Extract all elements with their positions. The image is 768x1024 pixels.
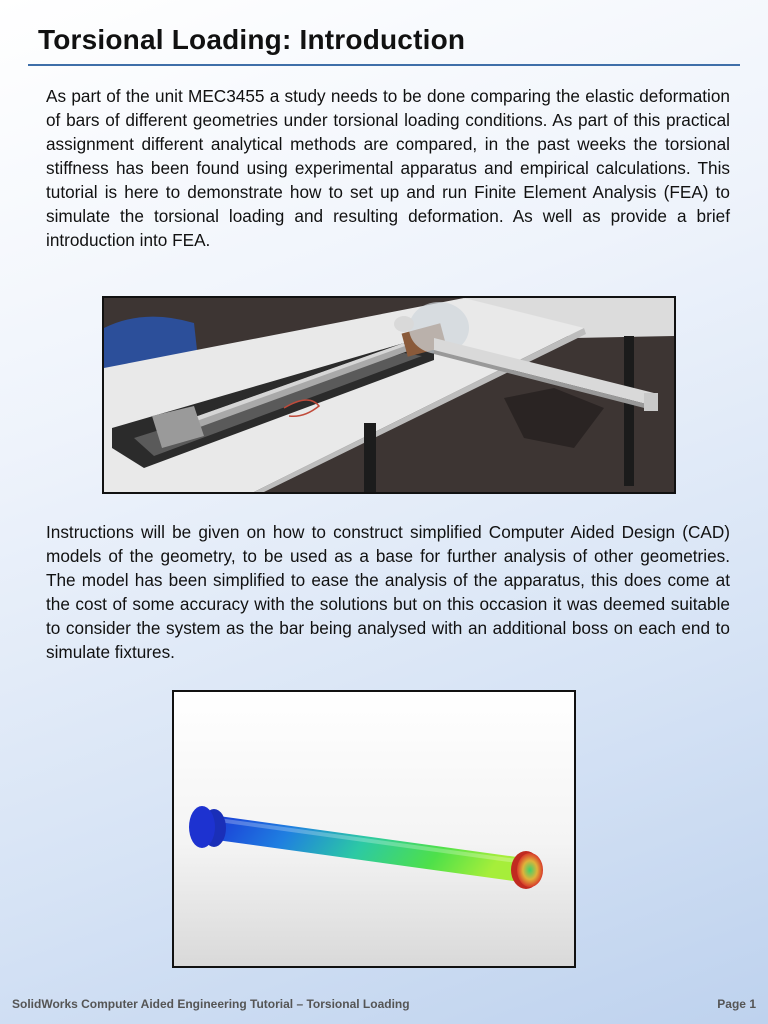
footer-document-title: SolidWorks Computer Aided Engineering Tutorial – Torsional Loading: [12, 997, 410, 1011]
title-underline: [28, 64, 740, 66]
cad-model-image: [172, 690, 576, 968]
fea-bar-illustration: [174, 692, 574, 966]
instructions-paragraph: Instructions will be given on how to construct simplified Computer Aided Design (CAD) models of the geometry, to be used as a base for further analysis of other geometries. The model has been simplified to ease the analysis of the apparatus, this does come at the cost of some accuracy with the solutions but on this occasion it was deemed suitable to consider the system as the bar being analysed with an additional boss on each end to simulate fixtures.: [46, 522, 730, 662]
footer-page-number: Page 1: [717, 997, 756, 1011]
intro-paragraph: As part of the unit MEC3455 a study needs to be done comparing the elastic deformation of bars of different geometries under torsional loading conditions. As part of this practical assignment different analytical methods are compared, in the past weeks the torsional stiffness has been found using experimental apparatus and empirical calculations. This tutorial is here to demonstrate how to set up and run Finite Element Analysis (FEA) to simulate the torsional loading and resulting deformation. As well as provide a brief introduction into FEA.: [46, 86, 730, 250]
apparatus-photo-illustration: [104, 298, 674, 492]
page-footer: [0, 990, 768, 1024]
apparatus-photo: [102, 296, 676, 494]
page-title: Torsional Loading: Introduction: [38, 24, 466, 55]
